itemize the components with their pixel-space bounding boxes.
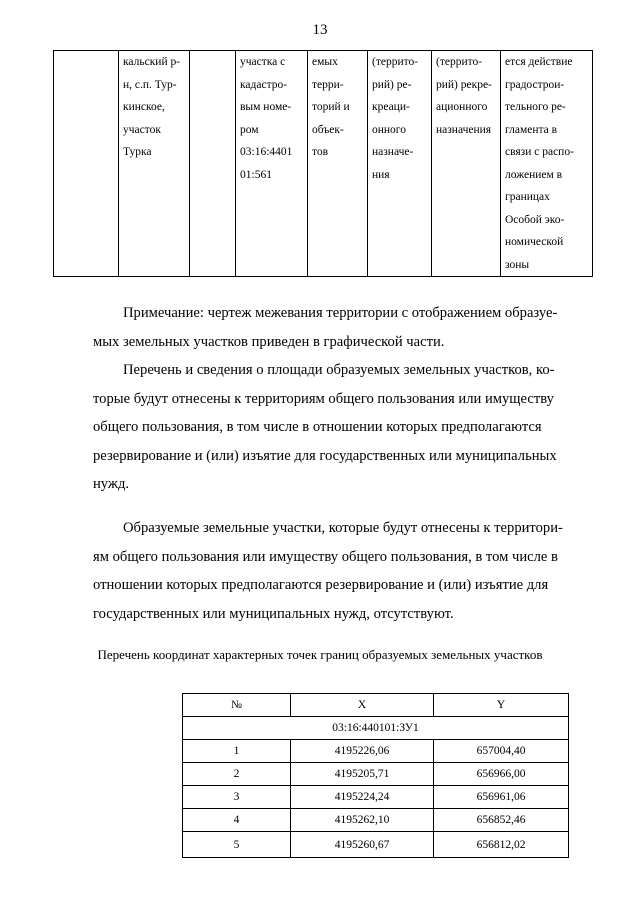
- y-value: 656966,00: [434, 763, 569, 786]
- text-line: Примечание: чертеж межевания территории с отображением образуе-: [123, 305, 558, 321]
- cell-line: назначения: [436, 123, 492, 136]
- cell-line: вым номе-: [240, 101, 292, 113]
- x-value: 4195224,24: [291, 786, 434, 809]
- text-line: резервирование и (или) изъятие для государственных или муниципальных: [93, 447, 557, 464]
- list-paragraph: [93, 356, 587, 499]
- point-number: 2: [183, 763, 291, 786]
- text-line: государственных или муниципальных нужд, отсутствуют.: [93, 605, 454, 622]
- y-value: 656852,46: [434, 809, 569, 832]
- cell-line: Турка: [123, 146, 152, 158]
- point-number: 3: [183, 786, 291, 809]
- cell-line: участок: [123, 123, 161, 136]
- x-value: 4195226,06: [291, 740, 434, 763]
- point-number: 1: [183, 740, 291, 763]
- cell-line: 01:561: [240, 168, 272, 181]
- cell-line: назначе-: [372, 146, 414, 158]
- cell-line: онного: [372, 123, 406, 136]
- x-value: 4195260,67: [291, 832, 434, 858]
- point-number: 5: [183, 832, 291, 858]
- cell-line: кальский р-: [123, 56, 181, 68]
- cell-line: кадастро-: [240, 78, 288, 91]
- text-line: общего пользования, в том числе в отношении которых предполагаются: [93, 419, 542, 435]
- cell-line: рий) рекре-: [436, 78, 492, 91]
- table-cell: [308, 51, 368, 277]
- table-row: [183, 740, 569, 763]
- column-header-x: X: [291, 694, 434, 717]
- x-value: 4195205,71: [291, 763, 434, 786]
- parcel-id: 03:16:440101:ЗУ1: [183, 717, 569, 740]
- cell-line: (террито-: [436, 56, 483, 68]
- parcel-row: [183, 717, 569, 740]
- table-row: [54, 51, 593, 277]
- cell-line: объек-: [312, 123, 344, 136]
- cell-line: ется действие: [505, 56, 573, 68]
- table-cell: [368, 51, 432, 277]
- cell-line: торий и: [312, 101, 350, 113]
- cell-line: тов: [312, 146, 329, 158]
- cell-line: участка с: [240, 56, 286, 68]
- text-line: Образуемые земельные участки, которые будут отнесены к территори-: [123, 520, 563, 536]
- statement-paragraph: [93, 514, 587, 628]
- y-value: 656812,02: [434, 832, 569, 858]
- cell-line: связи с распо-: [505, 146, 574, 158]
- cell-line: 03:16:4401: [240, 146, 293, 158]
- text-line: торые будут отнесены к территориям общего пользования или имуществу: [93, 390, 554, 407]
- table-header-row: [183, 694, 569, 717]
- cell-line: границах: [505, 191, 550, 203]
- coordinates-heading: Перечень координат характерных точек границ образуемых земельных участков: [97, 647, 543, 662]
- cell-line: гламента в: [505, 123, 558, 136]
- note-paragraph: [93, 299, 587, 356]
- cell-line: номической: [505, 236, 564, 248]
- table-cell: [190, 51, 236, 277]
- table-row: [183, 832, 569, 858]
- text-line: Перечень и сведения о площади образуемых земельных участков, ко-: [123, 362, 555, 378]
- table-cell: [432, 51, 501, 277]
- cell-line: градострои-: [505, 78, 565, 91]
- cell-line: зоны: [505, 258, 530, 271]
- column-header-number: №: [183, 694, 291, 717]
- cell-line: креаци-: [372, 101, 410, 113]
- text-line: ям общего пользования или имуществу общего пользования, в том числе в: [93, 548, 558, 565]
- cell-line: кинское,: [123, 101, 165, 113]
- cell-line: ложением в: [505, 168, 563, 181]
- continuation-table: [53, 50, 593, 277]
- point-number: 4: [183, 809, 291, 832]
- cell-line: тельного ре-: [505, 101, 566, 113]
- page-number: 13: [312, 22, 328, 38]
- text-line: нужд.: [93, 476, 130, 492]
- y-value: 656961,06: [434, 786, 569, 809]
- text-line: мых земельных участков приведен в графической части.: [93, 333, 445, 350]
- y-value: 657004,40: [434, 740, 569, 763]
- cell-line: ром: [240, 123, 259, 136]
- table-row: [183, 809, 569, 832]
- cell-line: терри-: [312, 78, 344, 91]
- column-header-y: Y: [434, 694, 569, 717]
- table-row: [183, 786, 569, 809]
- cell-line: ния: [372, 168, 390, 181]
- x-value: 4195262,10: [291, 809, 434, 832]
- cell-line: н, с.п. Тур-: [123, 78, 177, 91]
- coordinates-table: [182, 693, 569, 858]
- cell-line: Особой эко-: [505, 213, 565, 226]
- table-cell: [501, 51, 593, 277]
- table-cell: [236, 51, 308, 277]
- cell-line: ационного: [436, 101, 488, 113]
- table-cell: [119, 51, 190, 277]
- cell-line: (террито-: [372, 56, 419, 68]
- table-row: [183, 763, 569, 786]
- table-cell: [54, 51, 119, 277]
- cell-line: емых: [312, 56, 338, 68]
- cell-line: рий) ре-: [372, 78, 412, 91]
- text-line: отношении которых предполагаются резервирование и (или) изъятие для: [93, 577, 549, 593]
